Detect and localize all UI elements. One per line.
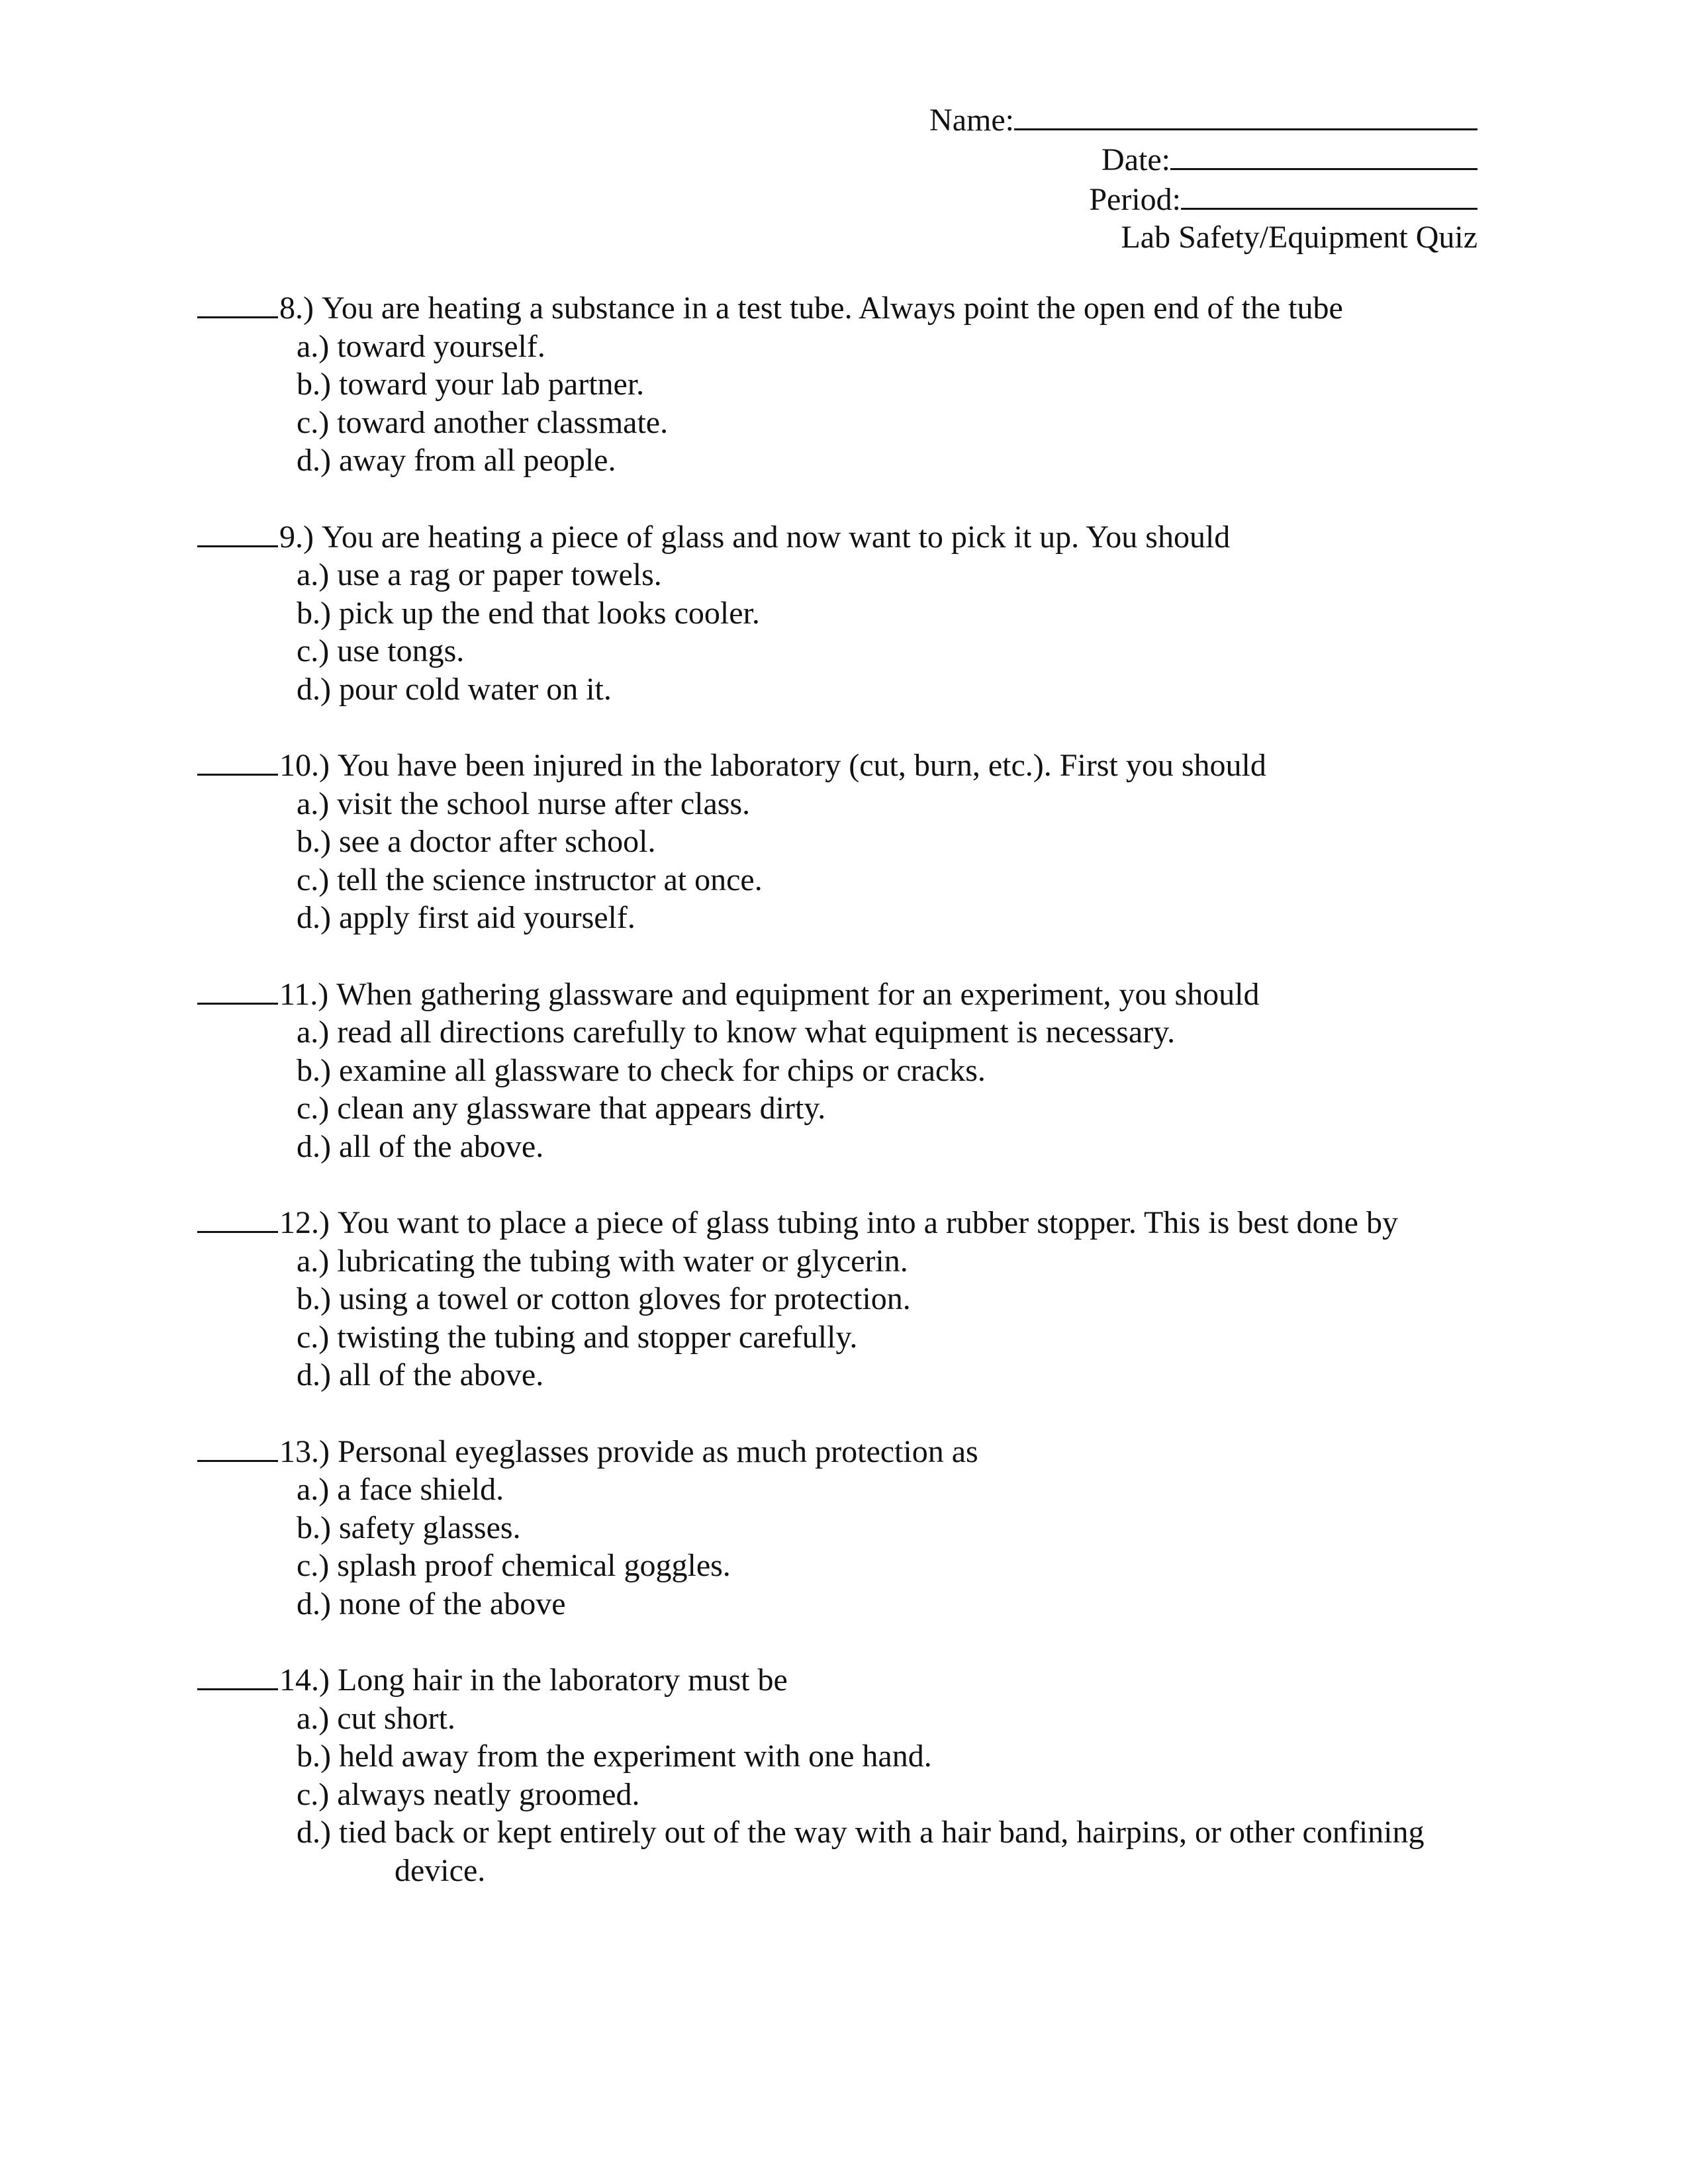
option-c: c.) use tongs. [297, 633, 465, 668]
answer-blank-12[interactable] [197, 1203, 278, 1233]
option-d [297, 1813, 1495, 1889]
header-block [929, 99, 1477, 256]
question-number: 12.) [279, 1205, 330, 1240]
option-b: b.) held away from the experiment with one hand. [297, 1739, 932, 1774]
option-c: c.) twisting the tubing and stopper carefully. [297, 1319, 858, 1355]
period-blank[interactable] [1181, 179, 1477, 210]
question-text: You are heating a substance in a test tube. Always point the open end of the tube [321, 291, 1343, 326]
option-d: d.) all of the above. [297, 1128, 544, 1164]
question-8 [197, 289, 1495, 480]
date-blank[interactable] [1170, 139, 1477, 170]
name-blank[interactable] [1014, 99, 1477, 130]
name-line [929, 99, 1477, 139]
quiz-title [929, 218, 1477, 256]
option-d: d.) away from all people. [297, 443, 616, 478]
answer-blank-14[interactable] [197, 1661, 278, 1690]
option-a: a.) toward yourself. [297, 328, 545, 364]
option-a: a.) lubricating the tubing with water or glycerin. [297, 1243, 908, 1279]
option-b: b.) toward your lab partner. [297, 367, 645, 402]
question-text: Personal eyeglasses provide as much protection as [337, 1433, 978, 1469]
question-number: 13.) [279, 1433, 330, 1469]
answer-blank-9[interactable] [197, 518, 278, 547]
question-number: 10.) [279, 748, 330, 783]
question-9 [197, 518, 1495, 709]
question-10 [197, 746, 1495, 937]
answer-blank-8[interactable] [197, 289, 278, 318]
question-number: 14.) [279, 1662, 330, 1698]
question-13 [197, 1432, 1495, 1623]
answer-blank-11[interactable] [197, 975, 278, 1005]
option-c: c.) splash proof chemical goggles. [297, 1548, 731, 1583]
option-list [197, 1700, 1495, 1890]
option-d: d.) apply first aid yourself. [297, 900, 635, 935]
option-list [197, 1471, 1495, 1623]
option-d-text: d.) tied back or kept entirely out of the way with a hair band, hairpins, or other confining [297, 1815, 1425, 1850]
question-number: 8.) [279, 291, 314, 326]
period-line [929, 179, 1477, 218]
question-number: 11.) [279, 976, 329, 1012]
date-label: Date: [1102, 142, 1170, 177]
option-c: c.) toward another classmate. [297, 404, 669, 440]
option-d: d.) pour cold water on it. [297, 671, 612, 707]
quiz-title-text: Lab Safety/Equipment Quiz [1121, 220, 1477, 255]
option-list [197, 785, 1495, 937]
option-a: a.) read all directions carefully to know what equipment is necessary. [297, 1015, 1176, 1050]
option-a: a.) cut short. [297, 1700, 455, 1736]
question-text: You have been injured in the laboratory (cut, burn, etc.). First you should [337, 748, 1266, 783]
option-d-continuation: device. [395, 1852, 486, 1888]
option-c: c.) tell the science instructor at once. [297, 862, 763, 897]
option-d: d.) none of the above [297, 1586, 566, 1621]
option-a: a.) visit the school nurse after class. [297, 786, 751, 821]
option-b: b.) examine all glassware to check for chips or cracks. [297, 1052, 986, 1088]
option-b: b.) safety glasses. [297, 1510, 521, 1545]
option-b: b.) pick up the end that looks cooler. [297, 595, 760, 631]
question-number: 9.) [279, 519, 314, 555]
option-c: c.) clean any glassware that appears dirty. [297, 1091, 826, 1126]
period-label: Period: [1089, 182, 1181, 217]
option-list [197, 1242, 1495, 1394]
question-text: You want to place a piece of glass tubing into a rubber stopper. This is best done by [337, 1205, 1398, 1240]
question-text: Long hair in the laboratory must be [337, 1662, 788, 1698]
question-text: You are heating a piece of glass and now want to pick it up. You should [321, 519, 1231, 555]
option-b: b.) using a towel or cotton gloves for protection. [297, 1281, 911, 1316]
question-11 [197, 975, 1495, 1166]
option-list [197, 556, 1495, 708]
option-c: c.) always neatly groomed. [297, 1776, 640, 1812]
option-b: b.) see a doctor after school. [297, 824, 656, 859]
question-list [197, 289, 1495, 1927]
option-list [197, 1013, 1495, 1165]
answer-blank-10[interactable] [197, 746, 278, 776]
option-list [197, 328, 1495, 480]
option-d: d.) all of the above. [297, 1357, 544, 1392]
question-text: When gathering glassware and equipment for an experiment, you should [336, 976, 1260, 1012]
name-label: Name: [929, 103, 1014, 138]
question-14 [197, 1661, 1495, 1889]
date-line [929, 139, 1477, 179]
option-a: a.) a face shield. [297, 1472, 504, 1507]
question-12 [197, 1203, 1495, 1394]
option-a: a.) use a rag or paper towels. [297, 557, 662, 592]
answer-blank-13[interactable] [197, 1432, 278, 1462]
